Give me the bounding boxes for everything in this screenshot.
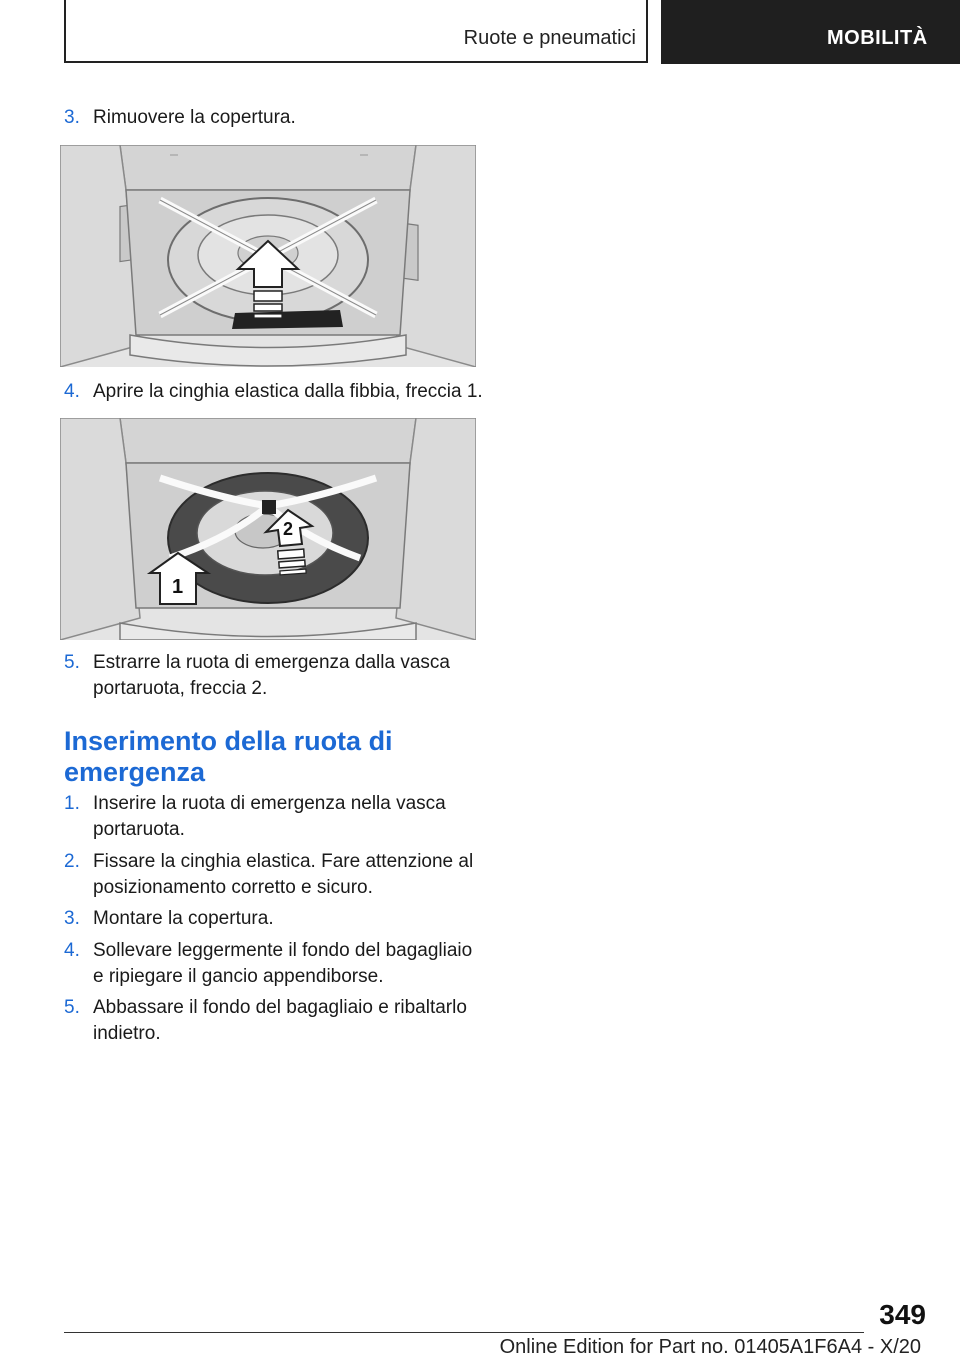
step-number: 4. bbox=[64, 381, 80, 402]
step-text: Inserire la ruota di emergenza nella vasca portaruota. bbox=[93, 793, 446, 840]
header-chapter-tab: MOBILITÀ bbox=[661, 0, 960, 64]
insertion-step-2 bbox=[64, 849, 484, 901]
page-number: 349 bbox=[879, 1299, 926, 1330]
step-text: Abbassare il fondo del bagagliaio e ribaltarlo indietro. bbox=[93, 997, 467, 1044]
arrow-label-2: 2 bbox=[283, 519, 294, 539]
insertion-step-5 bbox=[64, 995, 484, 1047]
insertion-step-3 bbox=[64, 906, 484, 932]
trunk-illustration-2 bbox=[60, 418, 476, 640]
figure-open-strap bbox=[60, 418, 476, 640]
step-number: 1. bbox=[64, 793, 80, 814]
section-heading: Inserimento della ruota di emergenza bbox=[64, 726, 393, 787]
step-text: Rimuovere la copertura. bbox=[93, 107, 296, 128]
step-text: Fissare la cinghia elastica. Fare attenzione al posizionamento corretto e sicuro. bbox=[93, 851, 474, 898]
removal-step-5 bbox=[64, 650, 484, 702]
footer-divider bbox=[64, 1332, 864, 1333]
header-section-title: Ruote e pneumatici bbox=[463, 27, 636, 49]
arrow-label-1: 1 bbox=[172, 576, 184, 598]
step-text: Estrarre la ruota di emergenza dalla vasca portaruota, freccia 2. bbox=[93, 652, 450, 699]
footer-edition-text: Online Edition for Part no. 01405A1F6A4 - X/20 bbox=[499, 1336, 921, 1358]
removal-step-4 bbox=[64, 379, 484, 405]
insertion-step-4 bbox=[64, 938, 484, 990]
step-number: 4. bbox=[64, 940, 80, 961]
trunk-illustration-1 bbox=[60, 145, 476, 367]
figure-remove-cover bbox=[60, 145, 476, 367]
step-text: Sollevare leggermente il fondo del bagagliaio e ripiegare il gancio appendiborse. bbox=[93, 940, 473, 987]
step-number: 5. bbox=[64, 652, 80, 673]
step-number: 3. bbox=[64, 107, 80, 128]
step-number: 5. bbox=[64, 997, 80, 1018]
removal-step-3 bbox=[64, 105, 484, 131]
step-number: 2. bbox=[64, 851, 80, 872]
step-text: Aprire la cinghia elastica dalla fibbia, freccia 1. bbox=[93, 381, 483, 402]
step-text: Montare la copertura. bbox=[93, 908, 274, 929]
step-number: 3. bbox=[64, 908, 80, 929]
insertion-step-1 bbox=[64, 791, 484, 843]
